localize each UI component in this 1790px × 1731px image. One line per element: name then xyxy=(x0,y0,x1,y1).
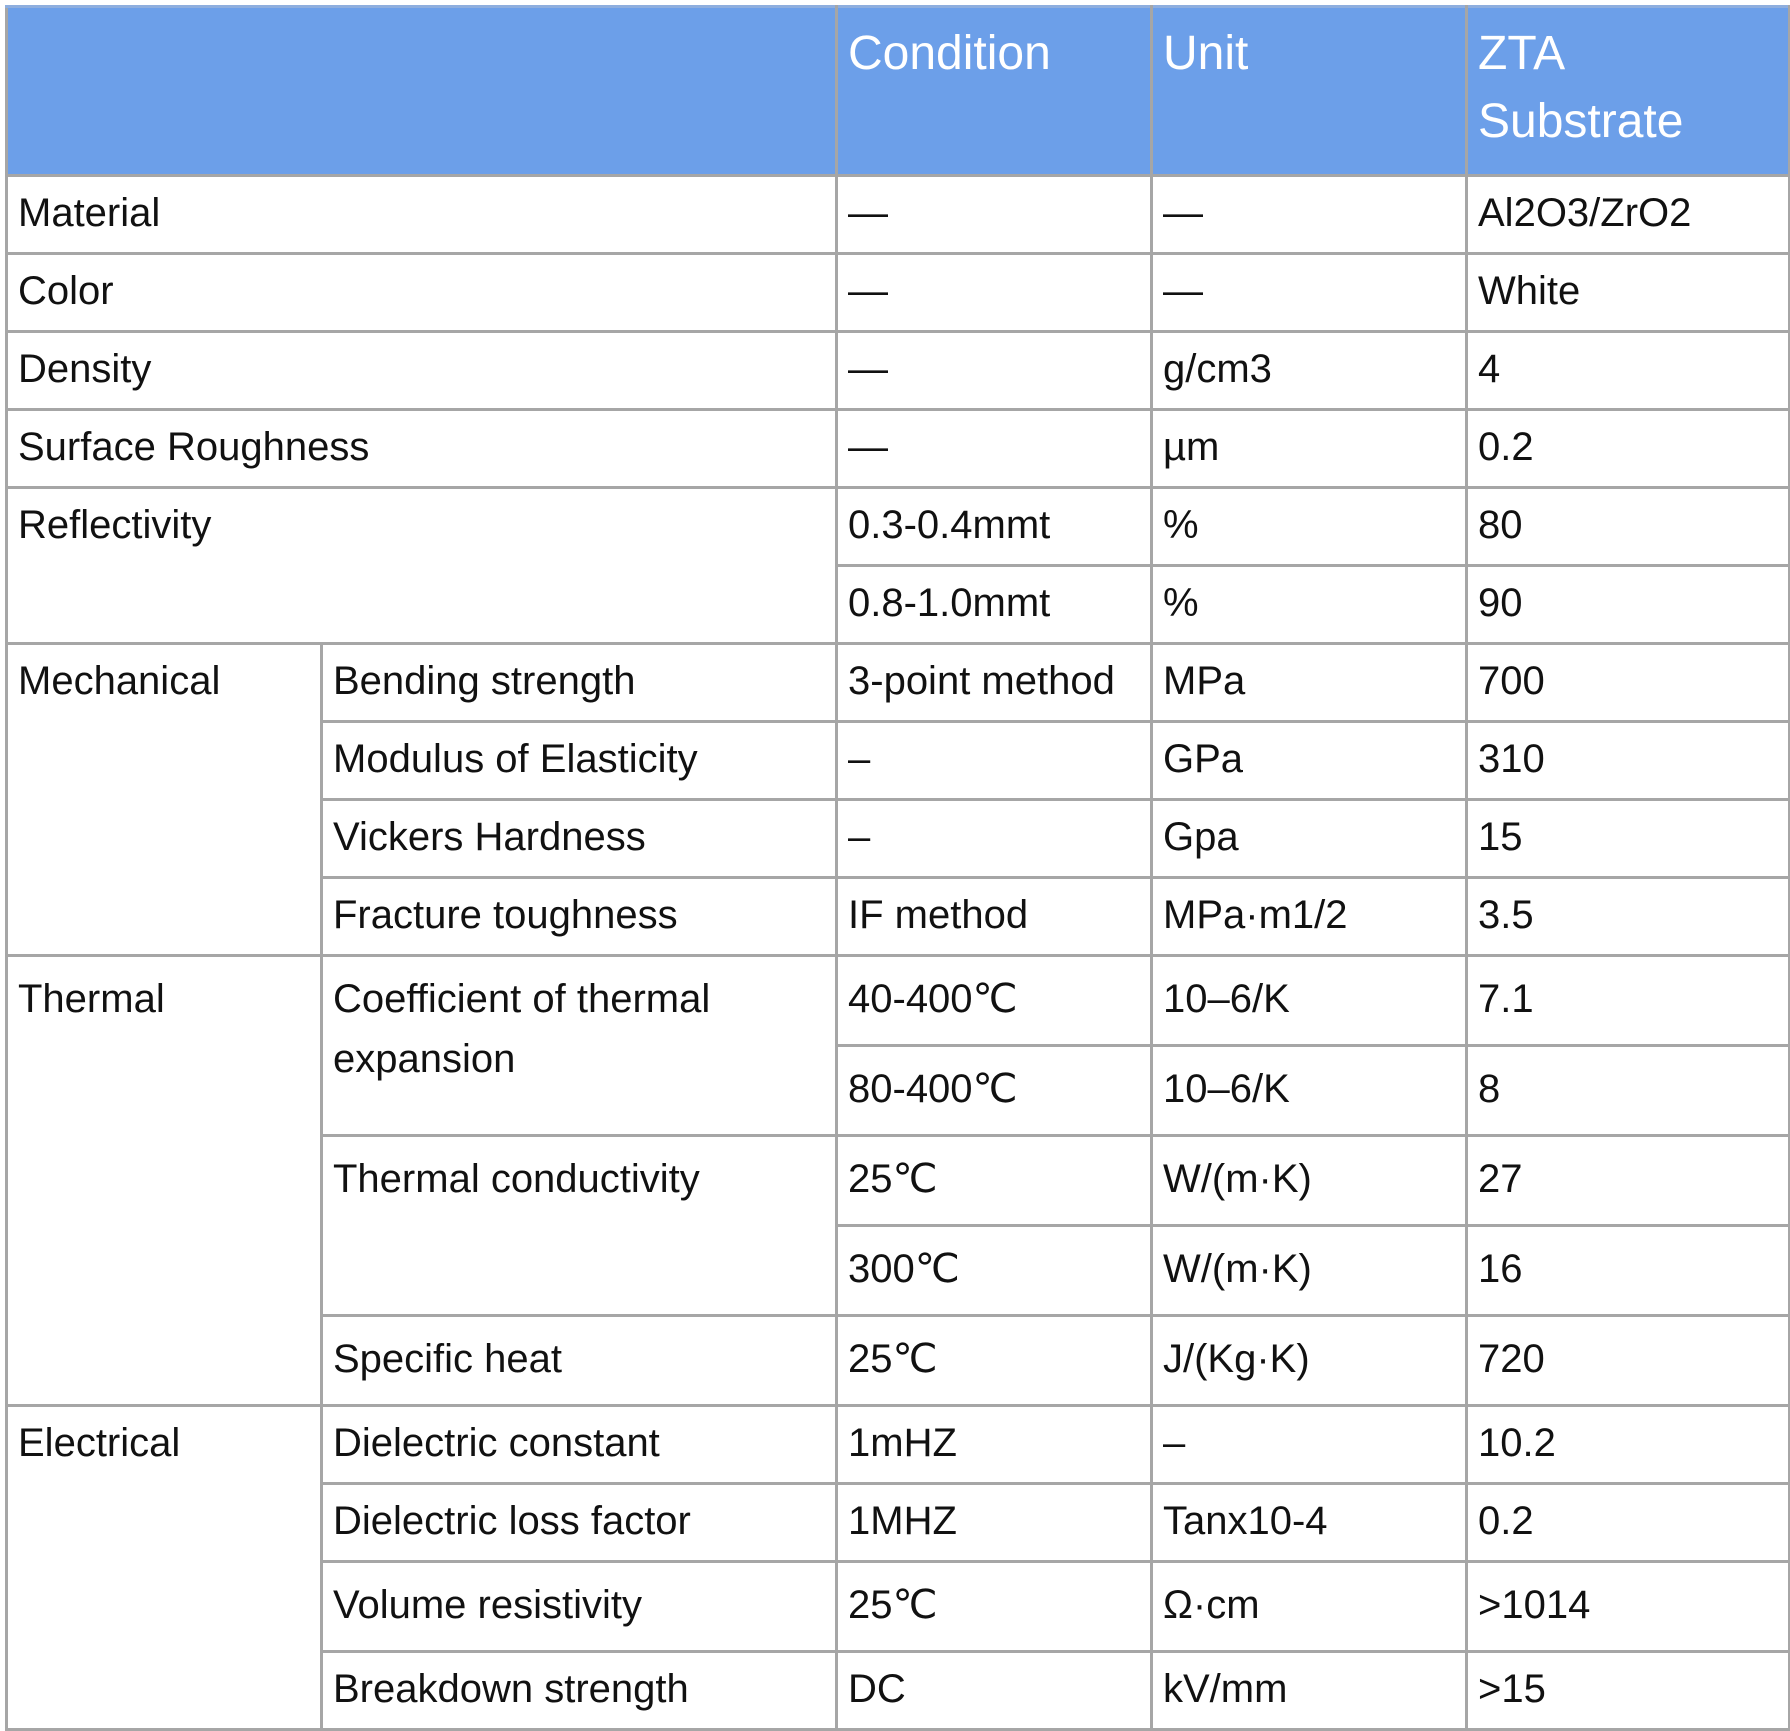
value-cell: 0.2 xyxy=(1467,410,1790,488)
property-label: Density xyxy=(7,332,837,410)
value-cell: 80 xyxy=(1467,488,1790,566)
value-cell: 4 xyxy=(1467,332,1790,410)
table-row xyxy=(7,956,1790,1046)
table-row xyxy=(7,410,1790,488)
value-cell: Al2O3/ZrO2 xyxy=(1467,176,1790,254)
property-label: Dielectric constant xyxy=(322,1406,837,1484)
property-label: Surface Roughness xyxy=(7,410,837,488)
condition-cell: 0.3-0.4mmt xyxy=(837,488,1152,566)
condition-cell: 300℃ xyxy=(837,1226,1152,1316)
condition-cell: 40-400℃ xyxy=(837,956,1152,1046)
property-label: Bending strength xyxy=(322,644,837,722)
condition-cell: — xyxy=(837,176,1152,254)
condition-cell: — xyxy=(837,254,1152,332)
unit-cell: µm xyxy=(1152,410,1467,488)
header-zta-substrate xyxy=(1467,7,1790,176)
unit-cell: — xyxy=(1152,254,1467,332)
property-label: Dielectric loss factor xyxy=(322,1484,837,1562)
unit-cell: 10–6/K xyxy=(1152,956,1467,1046)
unit-cell: kV/mm xyxy=(1152,1652,1467,1730)
property-label: Breakdown strength xyxy=(322,1652,837,1730)
value-cell: >1014 xyxy=(1467,1562,1790,1652)
value-cell: 7.1 xyxy=(1467,956,1790,1046)
value-cell: 3.5 xyxy=(1467,878,1790,956)
unit-cell: W/(m·K) xyxy=(1152,1226,1467,1316)
unit-cell: J/(Kg·K) xyxy=(1152,1316,1467,1406)
condition-cell: — xyxy=(837,410,1152,488)
table-row xyxy=(7,644,1790,722)
header-row xyxy=(7,7,1790,176)
property-label: Fracture toughness xyxy=(322,878,837,956)
condition-cell: – xyxy=(837,722,1152,800)
unit-cell: g/cm3 xyxy=(1152,332,1467,410)
property-label: Volume resistivity xyxy=(322,1562,837,1652)
header-substrate-line1: ZTA xyxy=(1478,27,1566,80)
header-unit: Unit xyxy=(1152,7,1467,176)
value-cell: White xyxy=(1467,254,1790,332)
table-row xyxy=(7,1406,1790,1484)
value-cell: 10.2 xyxy=(1467,1406,1790,1484)
table-row xyxy=(7,488,1790,566)
value-cell: 27 xyxy=(1467,1136,1790,1226)
property-label: Color xyxy=(7,254,837,332)
table-row xyxy=(7,176,1790,254)
table-row xyxy=(7,332,1790,410)
condition-cell: — xyxy=(837,332,1152,410)
value-cell: 15 xyxy=(1467,800,1790,878)
condition-cell: 0.8-1.0mmt xyxy=(837,566,1152,644)
value-cell: 720 xyxy=(1467,1316,1790,1406)
unit-cell: GPa xyxy=(1152,722,1467,800)
unit-cell: Tanx10-4 xyxy=(1152,1484,1467,1562)
condition-cell: 25℃ xyxy=(837,1562,1152,1652)
header-condition: Condition xyxy=(837,7,1152,176)
condition-cell: 25℃ xyxy=(837,1136,1152,1226)
condition-cell: 1MHZ xyxy=(837,1484,1152,1562)
group-label-thermal: Thermal xyxy=(7,956,322,1406)
property-label: Material xyxy=(7,176,837,254)
value-cell: 700 xyxy=(1467,644,1790,722)
header-substrate-line2: Substrate xyxy=(1478,95,1684,148)
properties-table xyxy=(5,5,1790,1731)
value-cell: 8 xyxy=(1467,1046,1790,1136)
condition-cell: DC xyxy=(837,1652,1152,1730)
condition-cell: 1mHZ xyxy=(837,1406,1152,1484)
unit-cell: % xyxy=(1152,488,1467,566)
unit-cell: % xyxy=(1152,566,1467,644)
group-label-electrical: Electrical xyxy=(7,1406,322,1730)
condition-cell: – xyxy=(837,800,1152,878)
unit-cell: Gpa xyxy=(1152,800,1467,878)
value-cell: 310 xyxy=(1467,722,1790,800)
condition-cell: IF method xyxy=(837,878,1152,956)
value-cell: 0.2 xyxy=(1467,1484,1790,1562)
unit-cell: — xyxy=(1152,176,1467,254)
property-label: Coefficient of thermal expansion xyxy=(322,956,837,1136)
unit-cell: Ω·cm xyxy=(1152,1562,1467,1652)
unit-cell: W/(m·K) xyxy=(1152,1136,1467,1226)
property-label: Thermal conductivity xyxy=(322,1136,837,1316)
unit-cell: MPa·m1/2 xyxy=(1152,878,1467,956)
property-label: Specific heat xyxy=(322,1316,837,1406)
value-cell: 16 xyxy=(1467,1226,1790,1316)
unit-cell: – xyxy=(1152,1406,1467,1484)
header-blank-cell xyxy=(7,7,837,176)
condition-cell: 25℃ xyxy=(837,1316,1152,1406)
value-cell: 90 xyxy=(1467,566,1790,644)
table-row xyxy=(7,254,1790,332)
property-label: Reflectivity xyxy=(7,488,837,644)
condition-cell: 3-point method xyxy=(837,644,1152,722)
property-label: Modulus of Elasticity xyxy=(322,722,837,800)
group-label-mechanical: Mechanical xyxy=(7,644,322,956)
condition-cell: 80-400℃ xyxy=(837,1046,1152,1136)
value-cell: >15 xyxy=(1467,1652,1790,1730)
unit-cell: 10–6/K xyxy=(1152,1046,1467,1136)
property-label: Vickers Hardness xyxy=(322,800,837,878)
unit-cell: MPa xyxy=(1152,644,1467,722)
